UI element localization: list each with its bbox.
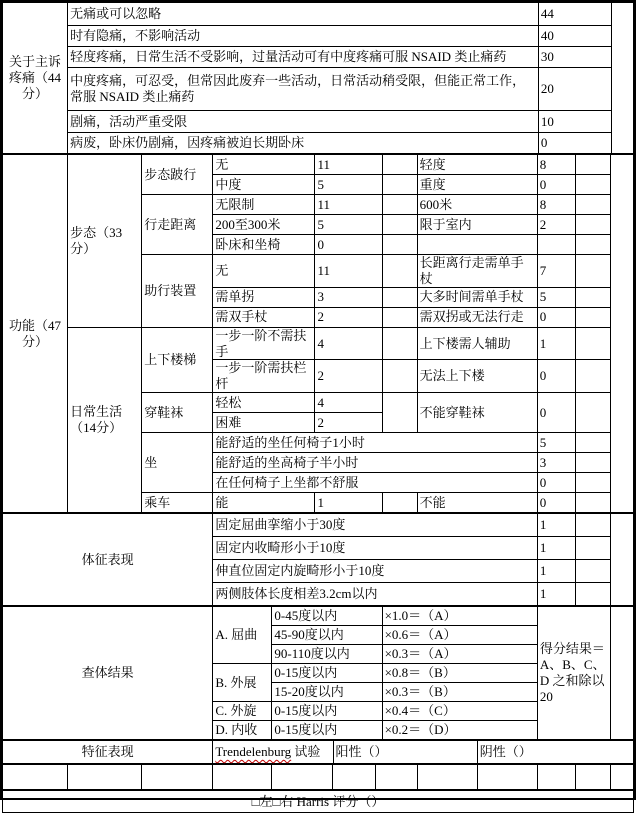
pain-category-label: 关于主诉疼痛（44分）: [3, 3, 68, 154]
empty-cell: [417, 765, 477, 790]
sign-desc: 伸直位固定内旋畸形小于10度: [213, 560, 538, 583]
option-text: 在任何椅子上坐都不舒服: [213, 473, 537, 493]
formula-text: ×0.2＝（D）: [382, 721, 537, 740]
gap-cell: [382, 360, 417, 393]
option-score: 5: [315, 215, 382, 235]
option-score: 8: [537, 155, 575, 175]
empty-cell: [610, 155, 633, 513]
item-label-shoes: 穿鞋袜: [142, 393, 213, 433]
pain-desc: 中度疼痛，可忍受，但常因此废弃一些活动，日常活动稍受限，但能正常工作，常服 NSAID 类止痛药: [68, 68, 539, 111]
empty-cell: [575, 514, 610, 537]
sign-score: 1: [537, 514, 575, 537]
gap-cell: [382, 287, 417, 307]
gap-cell: [382, 307, 417, 327]
option-score: 5: [315, 175, 382, 195]
option-text: 不能: [417, 493, 537, 513]
empty-cell: [575, 287, 610, 307]
option-score: 1: [537, 327, 575, 360]
option-score: 8: [537, 195, 575, 215]
gap-cell: [382, 155, 417, 175]
signs-label: 体征表现: [3, 514, 213, 606]
motion-label: A. 屈曲: [213, 607, 272, 664]
empty-grid-row-table: [2, 764, 634, 790]
empty-cell: [575, 255, 610, 288]
option-score: 4: [315, 327, 382, 360]
gap-cell: [382, 327, 417, 360]
function-category-label: 功能（47分）: [3, 155, 68, 513]
empty-cell: [575, 583, 610, 606]
option-text: 限于室内: [417, 215, 537, 235]
item-label-sit: 坐: [142, 433, 213, 493]
positive-result: 阳性（）: [333, 741, 477, 764]
motion-label: D. 内收: [213, 721, 272, 740]
gait-subcategory-label: 步态（33分）: [68, 155, 142, 328]
option-score: 11: [315, 195, 382, 215]
sign-desc: 固定内收畸形小于10度: [213, 537, 538, 560]
item-label-ride: 乘车: [142, 493, 213, 513]
option-text: 一步一阶不需扶手: [213, 327, 315, 360]
pain-desc: 无痛或可以忽略: [68, 3, 539, 26]
empty-cell: [575, 393, 610, 433]
harris-score-line: □左□右 Harris 评分（）: [3, 791, 634, 813]
empty-cell: [3, 765, 68, 790]
empty-cell: [611, 3, 633, 154]
empty-cell: [68, 765, 142, 790]
option-text: 600米: [417, 195, 537, 215]
motion-label: B. 外展: [213, 664, 272, 702]
motion-label: C. 外旋: [213, 702, 272, 721]
feature-label: 特征表现: [3, 741, 213, 764]
pain-desc: 剧痛，活动严重受限: [68, 111, 539, 133]
empty-cell: [537, 765, 575, 790]
option-text: 能舒适的坐任何椅子1小时: [213, 433, 537, 453]
range-text: 0-15度以内: [272, 664, 382, 683]
option-score: 1: [315, 493, 382, 513]
option-text: 轻松: [213, 393, 315, 413]
option-score: 2: [315, 307, 382, 327]
sign-score: 1: [537, 537, 575, 560]
empty-cell: [575, 235, 610, 255]
option-score: 2: [315, 360, 382, 393]
empty-cell: [272, 765, 333, 790]
empty-cell: [575, 473, 610, 493]
option-text: 无限制: [213, 195, 315, 215]
gap-cell: [382, 493, 417, 513]
empty-cell: [575, 215, 610, 235]
option-score: 0: [537, 175, 575, 195]
empty-cell: [610, 607, 633, 740]
empty-cell: [477, 765, 537, 790]
empty-cell: [610, 765, 633, 790]
option-text: 卧床和坐椅: [213, 235, 315, 255]
signs-section-table: [2, 513, 634, 606]
pain-score: 10: [538, 111, 611, 133]
option-text: 能舒适的坐高椅子半小时: [213, 453, 537, 473]
pain-score: 30: [538, 47, 611, 68]
option-text: [417, 235, 537, 255]
empty-cell: [375, 765, 417, 790]
formula-text: ×0.8＝（B）: [382, 664, 537, 683]
option-score: 0: [315, 235, 382, 255]
formula-text: ×1.0＝（A）: [382, 607, 537, 626]
option-text: 中度: [213, 175, 315, 195]
option-text: 一步一阶需扶栏杆: [213, 360, 315, 393]
item-label-aid: 助行装置: [142, 255, 213, 328]
harris-total-table: [2, 790, 634, 813]
option-text: 轻度: [417, 155, 537, 175]
option-score: 2: [537, 215, 575, 235]
exam-section-table: [2, 606, 634, 740]
sign-desc: 两侧肢体长度相差3.2cm以内: [213, 583, 538, 606]
option-score: [537, 235, 575, 255]
option-score: 4: [315, 393, 382, 413]
range-text: 0-45度以内: [272, 607, 382, 626]
pain-desc: 病废，卧床仍剧痛，因疼痛被迫长期卧床: [68, 133, 539, 154]
empty-cell: [575, 155, 610, 175]
option-score: 3: [315, 287, 382, 307]
empty-cell: [575, 765, 610, 790]
item-label-distance: 行走距离: [142, 195, 213, 255]
gap-cell: [382, 393, 417, 433]
option-text: 重度: [417, 175, 537, 195]
option-text: 大多时间需单手杖: [417, 287, 537, 307]
item-label-stairs: 上下楼梯: [142, 327, 213, 392]
option-text: 上下楼需人辅助: [417, 327, 537, 360]
gap-cell: [382, 215, 417, 235]
item-label-limp: 步态跛行: [142, 155, 213, 195]
gap-cell: [382, 175, 417, 195]
option-score: 0: [537, 473, 575, 493]
option-text: 需双拐或无法行走: [417, 307, 537, 327]
trendelenburg-word: Trendelenburg: [215, 744, 292, 760]
empty-cell: [213, 765, 272, 790]
option-score: 11: [315, 155, 382, 175]
empty-cell: [575, 493, 610, 513]
pain-section-table: [2, 2, 634, 154]
range-text: 90-110度以内: [272, 645, 382, 664]
formula-text: ×0.3＝（B）: [382, 683, 537, 702]
gap-cell: [382, 235, 417, 255]
option-text: 困难: [213, 413, 315, 433]
option-score: 0: [537, 307, 575, 327]
empty-cell: [575, 433, 610, 453]
empty-cell: [575, 307, 610, 327]
option-text: 无法上下楼: [417, 360, 537, 393]
sign-score: 1: [537, 583, 575, 606]
function-section-table: [2, 154, 634, 513]
range-text: 15-20度以内: [272, 683, 382, 702]
pain-score: 44: [538, 3, 611, 26]
range-text: 0-15度以内: [272, 702, 382, 721]
option-text: 不能穿鞋袜: [417, 393, 537, 433]
formula-text: ×0.6＝（A）: [382, 626, 537, 645]
result-note: 得分结果＝A、B、C、D 之和除以20: [537, 607, 610, 740]
pain-score: 40: [538, 26, 611, 47]
range-text: 45-90度以内: [272, 626, 382, 645]
empty-cell: [610, 514, 633, 606]
exam-label: 查体结果: [3, 607, 213, 740]
option-score: 0: [537, 360, 575, 393]
option-score: 2: [315, 413, 382, 433]
empty-cell: [575, 175, 610, 195]
empty-cell: [142, 765, 213, 790]
empty-cell: [575, 560, 610, 583]
option-score: 3: [537, 453, 575, 473]
pain-desc: 轻度疼痛，日常生活不受影响，过量活动可有中度疼痛可服 NSAID 类止痛药: [68, 47, 539, 68]
negative-result: 阴性（）: [477, 741, 633, 764]
trendelenburg-test: [213, 741, 333, 764]
gap-cell: [382, 255, 417, 288]
option-score: 7: [537, 255, 575, 288]
daily-subcategory-label: 日常生活（14分）: [68, 327, 142, 512]
pain-score: 20: [538, 68, 611, 111]
empty-cell: [575, 537, 610, 560]
option-text: 无: [213, 255, 315, 288]
formula-text: ×0.3＝（A）: [382, 645, 537, 664]
gap-cell: [382, 195, 417, 215]
option-score: 5: [537, 287, 575, 307]
option-score: 0: [537, 493, 575, 513]
option-score: 0: [537, 393, 575, 433]
option-text: 长距离行走需单手杖: [417, 255, 537, 288]
option-score: 11: [315, 255, 382, 288]
test-word-cn: 试验: [291, 744, 321, 760]
sign-desc: 固定屈曲挛缩小于30度: [213, 514, 538, 537]
option-text: 能: [213, 493, 315, 513]
empty-cell: [333, 765, 375, 790]
option-text: 需单拐: [213, 287, 315, 307]
empty-cell: [575, 360, 610, 393]
option-text: 无: [213, 155, 315, 175]
range-text: 0-15度以内: [272, 721, 382, 740]
pain-score: 0: [538, 133, 611, 154]
option-text: 200至300米: [213, 215, 315, 235]
pain-desc: 时有隐痛，不影响活动: [68, 26, 539, 47]
formula-text: ×0.4＝（C）: [382, 702, 537, 721]
option-text: 需双手杖: [213, 307, 315, 327]
sign-score: 1: [537, 560, 575, 583]
feature-section-table: [2, 740, 634, 764]
empty-cell: [575, 195, 610, 215]
option-score: 5: [537, 433, 575, 453]
empty-cell: [575, 453, 610, 473]
empty-cell: [575, 327, 610, 360]
